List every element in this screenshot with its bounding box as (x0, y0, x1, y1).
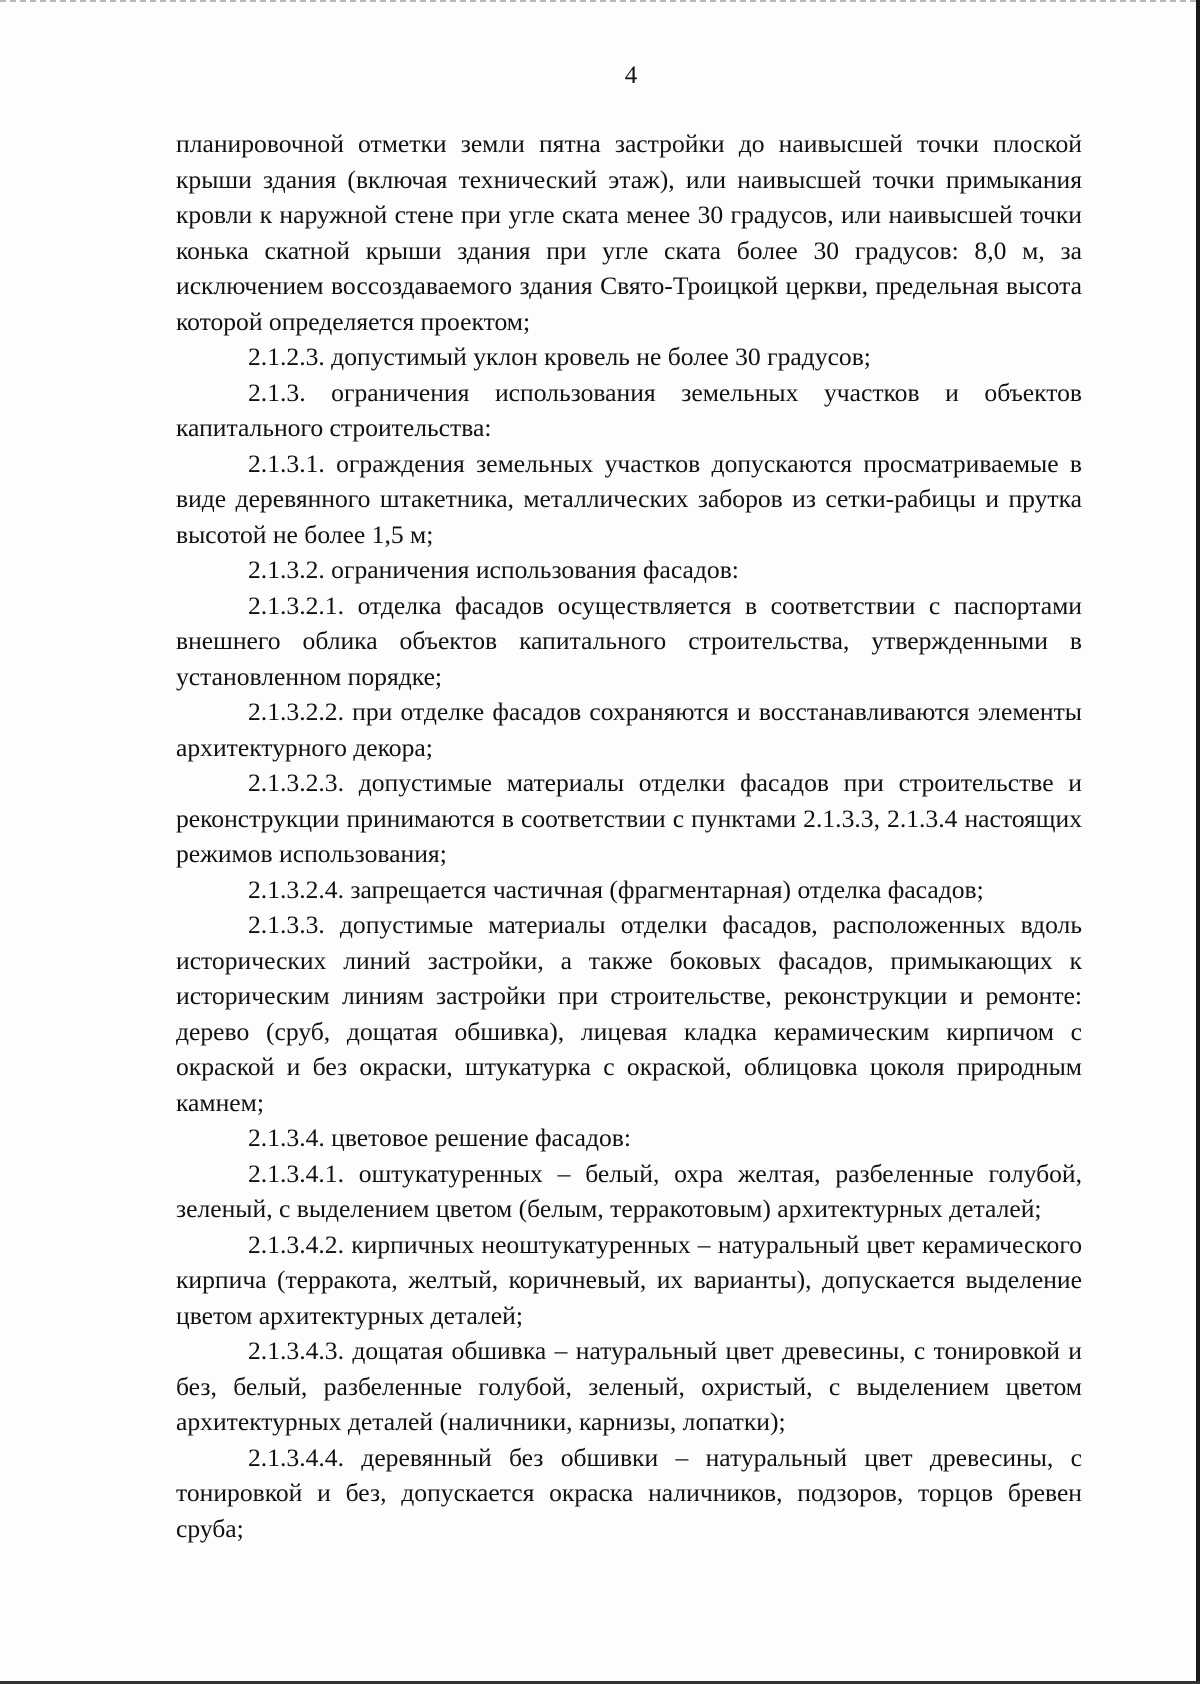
paragraph-2-1-3-2-2: 2.1.3.2.2. при отделке фасадов сохраняются и восстанавливаются элементы архитектурного декора; (176, 697, 1082, 762)
paragraph-2-1-3-4: 2.1.3.4. цветовое решение фасадов: (248, 1123, 631, 1152)
paragraph-continuation: планировочной отметки земли пятна застройки до наивысшей точки плоской крыши здания (включая технический этаж), или наивысшей точки примыкания кровли к наружной стене при угле ската менее 30 градусов, или наивысшей точки конька скатной крыши здания при угле ската более 30 градусов: 8,0 м, за исключением воссоздаваемого здания Свято-Троицкой церкви, предельная высота которой определяется проектом; (176, 129, 1082, 336)
paragraph-2-1-3-4-2: 2.1.3.4.2. кирпичных неоштукатуренных – натуральный цвет керамического кирпича (терракота, желтый, коричневый, их варианты), допускается выделение цветом архитектурных деталей; (176, 1229, 1082, 1330)
paragraph-2-1-3-4-4: 2.1.3.4.4. деревянный без обшивки – натуральный цвет древесины, с тонировкой и без, допускается окраска наличников, подзоров, торцов бревен сруба; (176, 1442, 1082, 1543)
document-body (176, 126, 1082, 1546)
paragraph-2-1-3-1: 2.1.3.1. ограждения земельных участков допускаются просматриваемые в виде деревянного штакетника, металлических заборов из сетки-рабицы и прутка высотой не более 1,5 м; (176, 448, 1082, 549)
scan-top-edge (0, 0, 1200, 2)
paragraph-2-1-3-2-1: 2.1.3.2.1. отделка фасадов осуществляется в соответствии с паспортами внешнего облика объектов капитального строительства, утвержденными в установленном порядке; (176, 590, 1082, 691)
scan-right-edge (1196, 0, 1200, 1684)
paragraph-2-1-3-3: 2.1.3.3. допустимые материалы отделки фасадов, расположенных вдоль исторических линий застройки, а также боковых фасадов, примыкающих к историческим линиям застройки при строительстве, реконструкции и ремонте: дерево (сруб, дощатая обшивка), лицевая кладка керамическим кирпичом с окраской и без окраски, штукатурка с окраской, облицовка цоколя природным камнем; (176, 910, 1082, 1117)
paragraph-2-1-3-2: 2.1.3.2. ограничения использования фасадов: (248, 555, 739, 584)
paragraph-2-1-3-4-3: 2.1.3.4.3. дощатая обшивка – натуральный цвет древесины, с тонировкой и без, белый, разбеленные голубой, зеленый, охристый, с выделением цветом архитектурных деталей (наличники, карнизы, лопатки); (176, 1336, 1082, 1436)
paragraph-2-1-2-3: 2.1.2.3. допустимый уклон кровель не более 30 градусов; (248, 342, 871, 371)
page-number: 4 (624, 62, 638, 89)
paragraph-2-1-3-4-1: 2.1.3.4.1. оштукатуренных – белый, охра желтая, разбеленные голубой, зеленый, с выделением цветом (белым, терракотовым) архитектурных деталей; (176, 1158, 1082, 1223)
paragraph-2-1-3: 2.1.3. ограничения использования земельных участков и объектов капитального строительства: (176, 377, 1082, 442)
paragraph-2-1-3-2-4: 2.1.3.2.4. запрещается частичная (фрагментарная) отделка фасадов; (248, 874, 984, 904)
paragraph-2-1-3-2-3: 2.1.3.2.3. допустимые материалы отделки фасадов при строительстве и реконструкции принимаются в соответствии с пунктами 2.1.3.3, 2.1.3.4 настоящих режимов использования; (176, 768, 1082, 868)
